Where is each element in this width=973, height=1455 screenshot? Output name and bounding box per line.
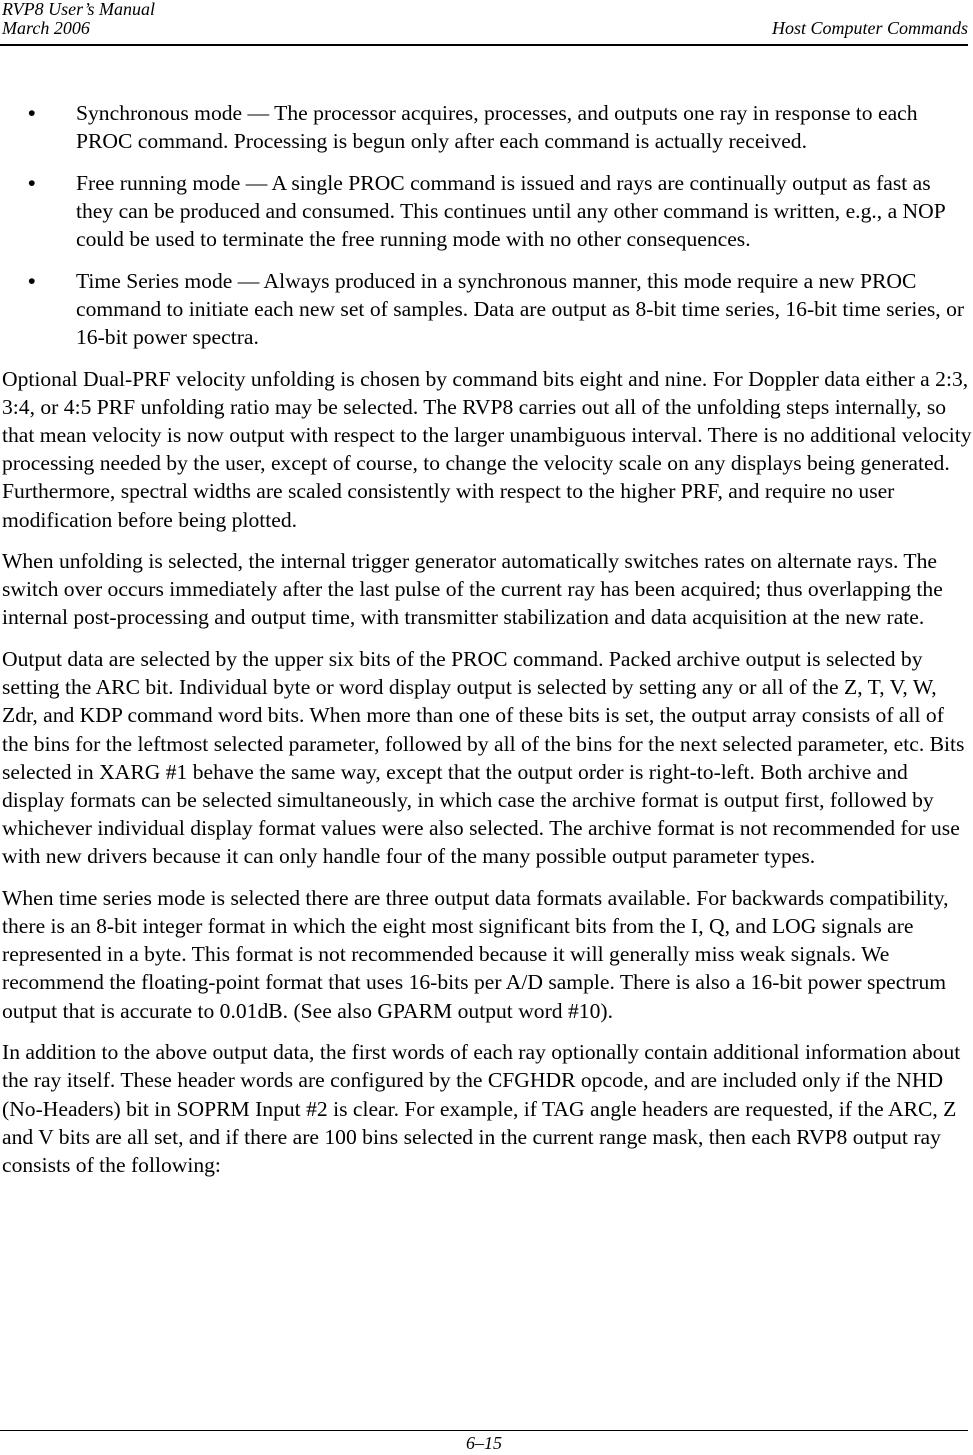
paragraph-output-data: Output data are selected by the upper six bits of the PROC command. Packed archive output is selected by setting the ARC bit. Individual byte or word display output is selected by setting any or all of the Z, T, V, W, Zdr, and KDP command word bits. When more than one of these bits is set, the output array consists of all of the bins for the leftmost selected parameter, followed by all of the bins for the next selected parameter, etc. Bits selected in XARG #1 behave the same way, except that the output order is right-to-left. Both archive and display formats can be selected simultaneously, in which case the archive format is output first, followed by whichever individual display format values were also selected. The archive format is not recommended for use with new drivers because it can only handle four of the many possible output parameter types. <box>2 646 965 869</box>
bullet-text: Free running mode — A single PROC command is issued and rays are continually output as fast as they can be produced and consumed. This continues until any other command is written, e.g., a NOP could be used to terminate the free running mode with no other consequences. <box>76 170 945 252</box>
paragraph-ray-headers: In addition to the above output data, the first words of each ray optionally contain additional information about the ray itself. These header words are configured by the CFGHDR opcode, and are included only if the NHD (No-Headers) bit in SOPRM Input #2 is clear. For example, if TAG angle headers are requested, if the ARC, Z and V bits are all set, and if there are 100 bins selected in the current range mask, then each RVP8 output ray consists of the following: <box>2 1040 961 1177</box>
paragraph-time-series: When time series mode is selected there are three output data formats available. For backwards compatibility, there is an 8-bit integer format in which the eight most significant bits from the I, Q, and LOG signals are represented in a byte. This format is not recommended because it will generally miss weak signals. We recommend the floating-point format that uses 16-bits per A/D sample. There is also a 16-bit power spectrum output that is accurate to 0.01dB. (See also GPARM output word #10). <box>2 885 949 1023</box>
bullet-item-free-running-mode <box>2 169 972 254</box>
paragraph-dual-prf: Optional Dual-PRF velocity unfolding is chosen by command bits eight and nine. For Doppler data either a 2:3, 3:4, or 4:5 PRF unfolding ratio may be selected. The RVP8 carries out all of the unfolding steps internally, so that mean velocity is now output with respect to the larger unambiguous interval. There is no additional velocity processing needed by the user, except of course, to change the velocity scale on any displays being generated. Furthermore, spectral widths are scaled consistently with respect to the higher PRF, and require no user modification before being plotted. <box>2 366 972 532</box>
page-body <box>2 99 972 1192</box>
paragraph-unfolding: When unfolding is selected, the internal trigger generator automatically switches rates on alternate rays. The switch over occurs immediately after the last pulse of the current ray has been acquired; thus overlapping the internal post-processing and output time, with transmitter stabilization and data acquisition at the new rate. <box>2 549 943 630</box>
bullet-dot-icon: • <box>28 170 36 195</box>
header-left <box>2 0 155 38</box>
document-date: March 2006 <box>2 18 90 38</box>
manual-title: RVP8 User’s Manual <box>2 0 155 19</box>
bullet-text: Synchronous mode — The processor acquires, processes, and outputs one ray in response to each PROC command. Processing is begun only after each command is actually received. <box>76 101 918 154</box>
page-footer <box>0 1430 968 1453</box>
bullet-text: Time Series mode — Always produced in a synchronous manner, this mode require a new PROC command to initiate each new set of samples. Data are output as 8-bit time series, 16-bit time series, or 16-bit power spectra. <box>76 268 965 350</box>
bullet-dot-icon: • <box>28 268 36 293</box>
section-title: Host Computer Commands <box>771 18 968 38</box>
bullet-dot-icon: • <box>28 101 36 125</box>
page-header <box>0 0 968 46</box>
page-number: 6–15 <box>466 1433 502 1453</box>
bullet-item-time-series-mode <box>2 267 972 352</box>
bullet-item-synchronous-mode <box>2 99 972 155</box>
